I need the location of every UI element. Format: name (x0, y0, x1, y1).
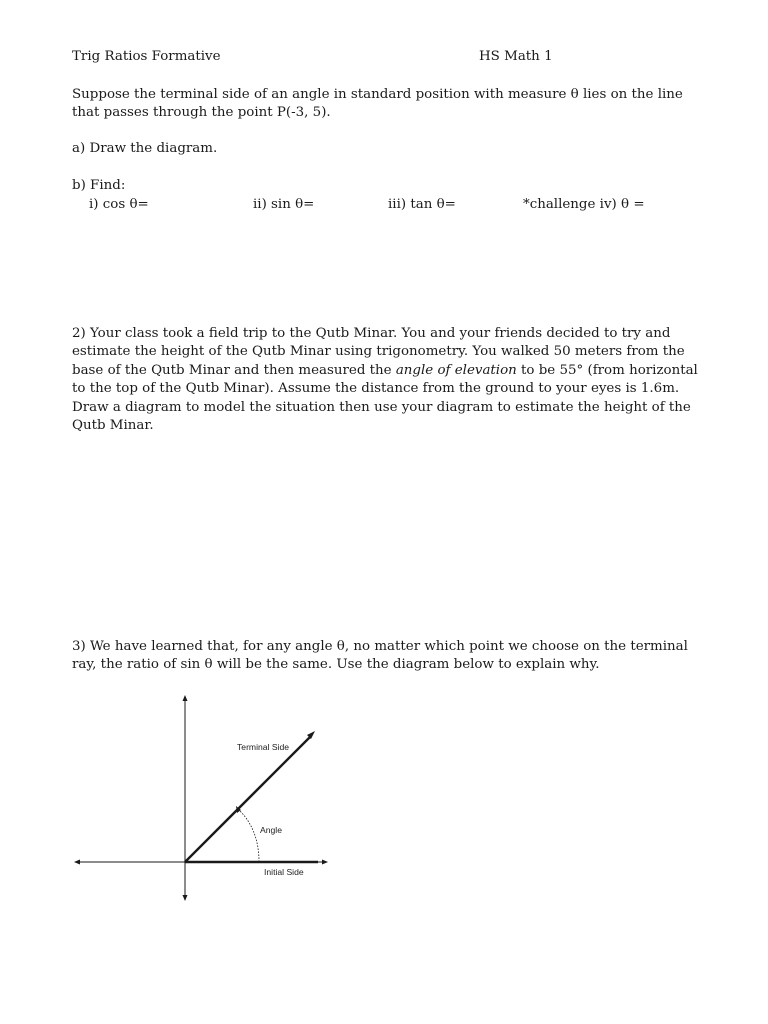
question-1-cos: i) cos θ= (89, 197, 149, 212)
question-1-prompt: Suppose the terminal side of an angle in standard position with measure θ lies on the line that passes through the point P(-3, 5). (72, 87, 683, 121)
worksheet-title: Trig Ratios Formative (72, 49, 221, 64)
x-axis-right-arrow-icon (322, 860, 328, 865)
question-2-text-after: to be 55° (from horizontal to the top of the Qutb Minar). Assume the distance from the ground to your eyes is 1.6m. (72, 362, 698, 397)
question-1-part-a: a) Draw the diagram. (72, 141, 218, 156)
question-1-tan: iii) tan θ= (388, 197, 456, 212)
question-1-sin: ii) sin θ= (253, 197, 315, 212)
question-3-prompt: 3) We have learned that, for any angle θ, no matter which point we choose on the terminal ray, the ratio of sin θ will be the same. Use the diagram below to explain why. (72, 639, 688, 673)
question-2-emphasis: angle of elevation (395, 362, 517, 378)
terminal-side-label: Terminal Side (237, 742, 290, 752)
course-name: HS Math 1 (479, 49, 553, 64)
y-axis-bottom-arrow-icon (183, 895, 188, 901)
terminal-side-ray (185, 736, 311, 862)
y-axis-top-arrow-icon (183, 695, 188, 701)
question-2-text-before: 2) Your class took a field trip to the Qutb Minar. You and your friends decided to try and estimate the height of the Qutb Minar using trigonometry. You walked 50 meters from the base of the Qutb Minar and then measured the (72, 326, 685, 378)
angle-label: Angle (260, 825, 282, 835)
question-2-instruction: Draw a diagram to model the situation then use your diagram to estimate the height of the Qutb Minar. (72, 399, 691, 434)
x-axis-left-arrow-icon (74, 860, 80, 865)
initial-side-label: Initial Side (264, 867, 304, 877)
question-1-part-b: b) Find: (72, 178, 126, 193)
question-1-challenge: *challenge iv) θ = (523, 197, 645, 212)
angle-arc (238, 809, 259, 862)
